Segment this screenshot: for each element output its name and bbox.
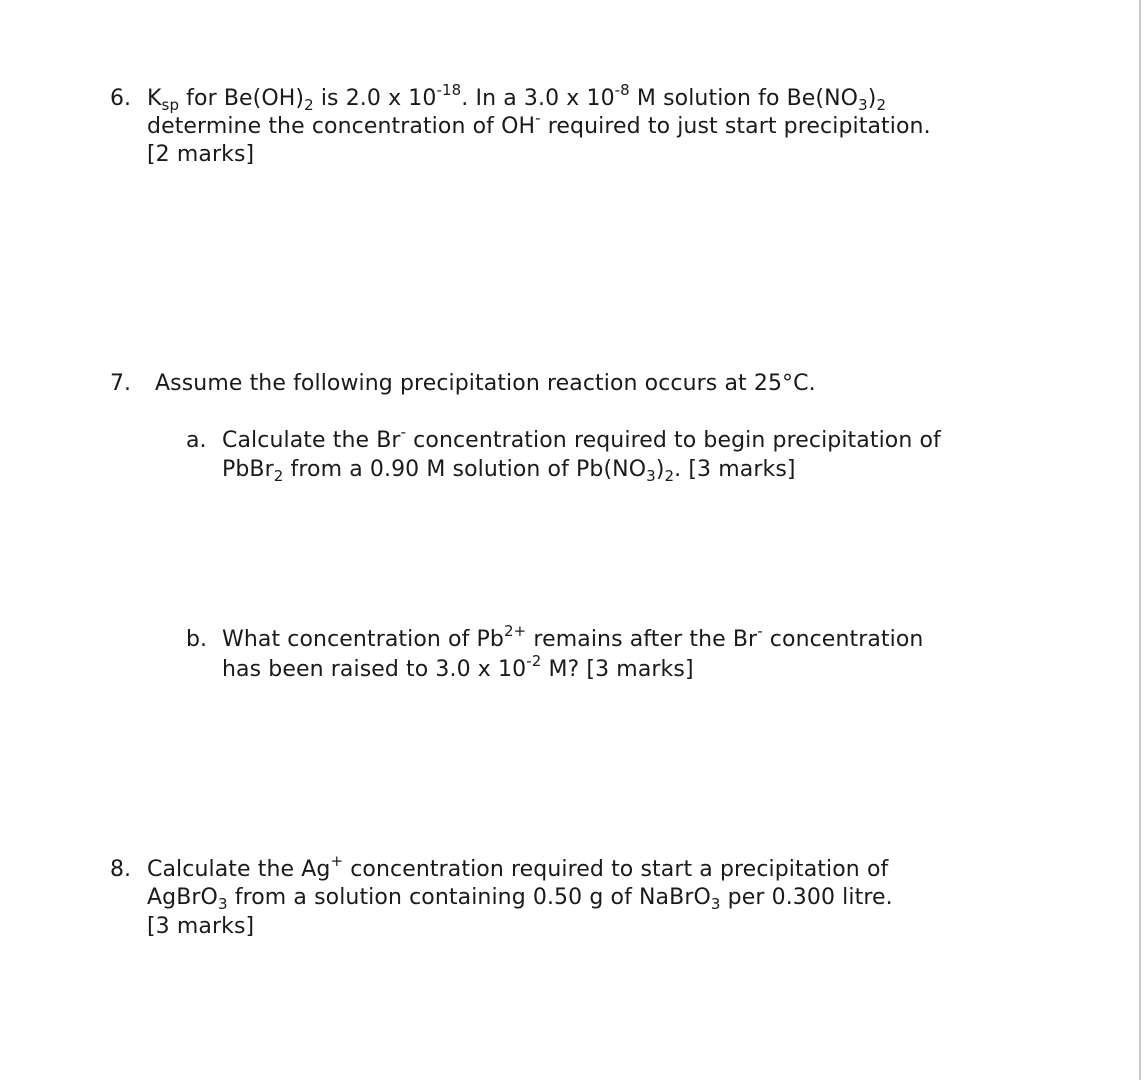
question-6-line-1: $K_{sp}$ for $Be(OH)_2$ is 2.0 x $10^{-18}$. In a 3.0 x $10^{-8}$ M solution fo $Be(NO_3)_2$ bbox=[147, 81, 887, 114]
question-6-number: 6. bbox=[110, 86, 131, 111]
question-8-number: 8. bbox=[110, 857, 131, 882]
question-7-number: 7. bbox=[110, 371, 131, 396]
question-6-marks: [2 marks] bbox=[147, 142, 255, 167]
question-8-line-2: AgBrO$_3$ from a solution containing 0.50 g of NaBrO$_3$ per 0.300 litre. bbox=[147, 885, 893, 913]
question-7a-line-2: PbBr$_2$ from a 0.90 M solution of $Pb(NO_3)_2$. [3 marks] bbox=[222, 457, 796, 485]
question-7b-line-1: What concentration of $Pb^{2+}$ remains after the Br- concentration bbox=[222, 622, 924, 652]
question-7a-line-1: Calculate the Br- concentration required to begin precipitation of bbox=[222, 423, 941, 453]
question-6-line-2: determine the concentration of OH- required to just start precipitation. bbox=[147, 109, 931, 139]
question-7a-letter: a. bbox=[186, 428, 207, 453]
question-8-marks: [3 marks] bbox=[147, 914, 255, 939]
question-7b-letter: b. bbox=[186, 627, 207, 652]
question-7b-line-2: has been raised to 3.0 x $10^{-2}$ M? [3 marks] bbox=[222, 652, 694, 682]
question-8-line-1: Calculate the Ag+ concentration required to start a precipitation of bbox=[147, 852, 889, 882]
page-edge-divider bbox=[1139, 0, 1141, 1080]
question-7-intro: Assume the following precipitation reaction occurs at 25°C. bbox=[155, 371, 816, 396]
